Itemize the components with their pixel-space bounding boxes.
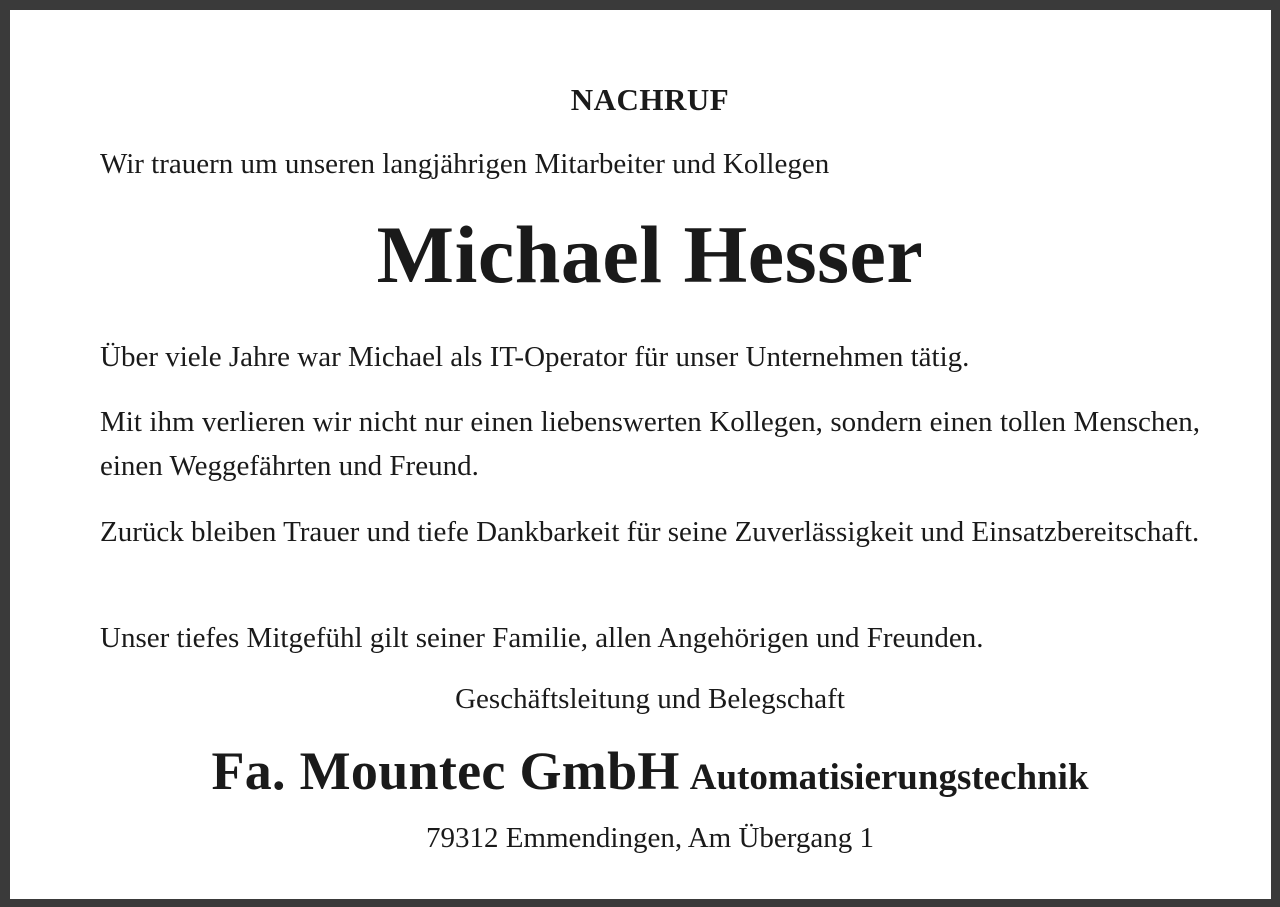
paragraph: Unser tiefes Mitgefühl gilt seiner Familie, allen Angehörigen und Freunden. xyxy=(100,622,984,654)
notice-intro: Wir trauern um unseren langjährigen Mitarbeiter und Kollegen xyxy=(100,148,830,180)
company-name: Fa. Mountec GmbH xyxy=(211,741,680,801)
company-line xyxy=(10,740,1280,802)
paragraph: Über viele Jahre war Michael als IT-Operator für unser Unternehmen tätig. xyxy=(100,341,970,373)
signature-line: Geschäftsleitung und Belegschaft xyxy=(455,683,845,715)
notice-heading: NACHRUF xyxy=(570,82,730,117)
company-address: 79312 Emmendingen, Am Übergang 1 xyxy=(425,822,875,854)
paragraph: Zurück bleiben Trauer und tiefe Dankbarkeit für seine Zuverlässigkeit und Einsatzbereitschaft. xyxy=(100,516,1200,548)
paragraph: Mit ihm verlieren wir nicht nur einen liebenswerten Kollegen, sondern einen tollen Menschen, einen Weggefährten und Freund. xyxy=(100,406,1200,482)
deceased-name: Michael Hesser xyxy=(376,209,924,300)
company-suffix: Automatisierungstechnik xyxy=(689,757,1089,798)
